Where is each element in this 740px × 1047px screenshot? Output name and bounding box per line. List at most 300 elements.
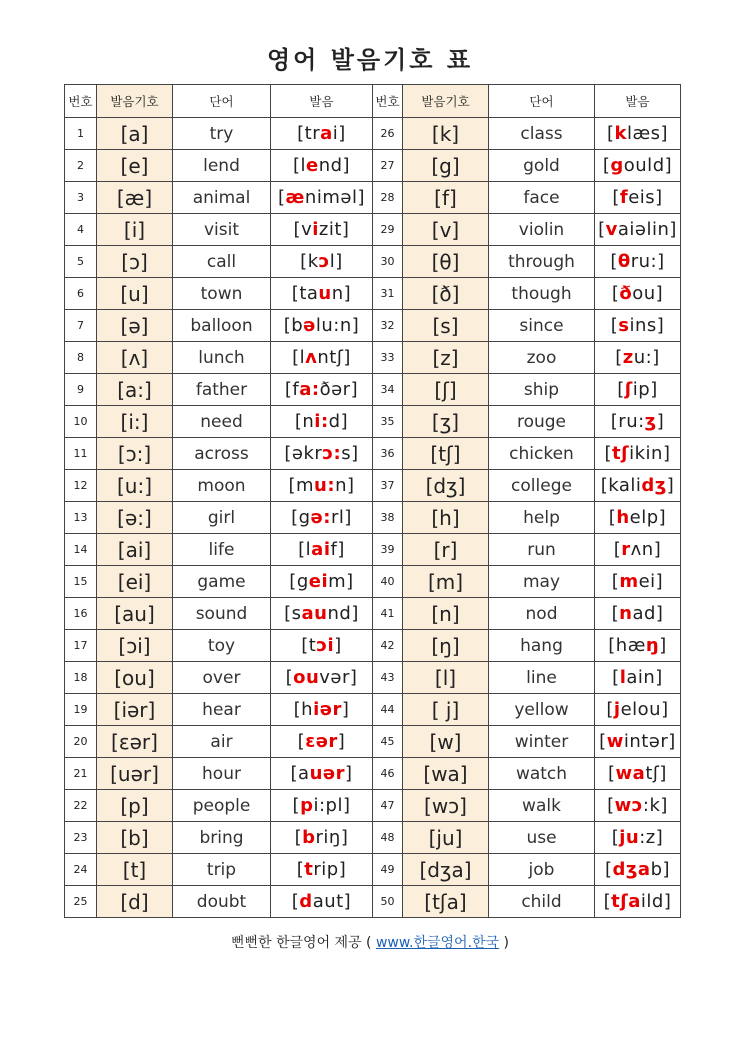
example-word: sound	[173, 598, 271, 630]
pronunciation-pre: [k	[300, 251, 319, 272]
pronunciation-pre: [	[297, 731, 306, 752]
pronunciation	[271, 758, 373, 790]
pronunciation-pre: [	[285, 667, 294, 688]
phonetic-symbol: [æ]	[97, 182, 173, 214]
phonetic-symbol: [v]	[403, 214, 489, 246]
example-word: face	[489, 182, 595, 214]
entry-number: 3	[65, 182, 97, 214]
example-word: walk	[489, 790, 595, 822]
phonetic-symbol: [ju]	[403, 822, 489, 854]
pronunciation-post: l]	[329, 251, 343, 272]
pronunciation-pre: [	[611, 283, 620, 304]
table-row	[65, 342, 681, 374]
header-pronunciation: 발음	[271, 85, 373, 118]
pronunciation-post: ðər]	[319, 379, 359, 400]
entry-number: 41	[373, 598, 403, 630]
phonetic-symbol: [ɔ]	[97, 246, 173, 278]
example-word: trip	[173, 854, 271, 886]
pronunciation-hl: u:	[314, 475, 336, 496]
pronunciation-pre: [əkr	[284, 443, 323, 464]
phonetic-symbol: [d]	[97, 886, 173, 918]
pronunciation-hl: ɔi	[316, 635, 335, 656]
pronunciation-hl: θ	[617, 251, 631, 272]
pronunciation-post: ould]	[623, 155, 673, 176]
phonetic-symbol: [ou]	[97, 662, 173, 694]
pronunciation-hl: ð	[619, 283, 633, 304]
pronunciation	[271, 406, 373, 438]
pronunciation	[271, 694, 373, 726]
entry-number: 40	[373, 566, 403, 598]
pronunciation-hl: r	[621, 539, 631, 560]
pronunciation-pre: [	[294, 827, 303, 848]
pronunciation-pre: [	[613, 539, 622, 560]
table-row	[65, 278, 681, 310]
entry-number: 30	[373, 246, 403, 278]
entry-number: 43	[373, 662, 403, 694]
pronunciation-pre: [	[606, 123, 615, 144]
pronunciation	[271, 214, 373, 246]
pronunciation-hl: f	[619, 187, 629, 208]
pronunciation	[595, 886, 681, 918]
pronunciation-post: lu:n]	[315, 315, 360, 336]
pronunciation	[595, 406, 681, 438]
table-row	[65, 118, 681, 150]
pronunciation	[595, 566, 681, 598]
header-number: 번호	[373, 85, 403, 118]
pronunciation-hl: ŋ	[645, 635, 660, 656]
phonetic-symbol: [a]	[97, 118, 173, 150]
pronunciation	[271, 630, 373, 662]
pronunciation	[271, 118, 373, 150]
entry-number: 49	[373, 854, 403, 886]
example-word: zoo	[489, 342, 595, 374]
example-word: line	[489, 662, 595, 694]
pronunciation-post: ]	[341, 699, 350, 720]
entry-number: 29	[373, 214, 403, 246]
pronunciation-hl: tʃ	[612, 443, 630, 464]
entry-number: 19	[65, 694, 97, 726]
pronunciation	[595, 374, 681, 406]
pronunciation	[271, 278, 373, 310]
phonetic-symbol: [p]	[97, 790, 173, 822]
phonetic-symbol: [i:]	[97, 406, 173, 438]
phonetic-symbol: [ð]	[403, 278, 489, 310]
pronunciation-hl: ei	[308, 571, 329, 592]
phonetic-symbol: [t]	[97, 854, 173, 886]
pronunciation-hl: d	[299, 891, 313, 912]
pronunciation	[271, 310, 373, 342]
pronunciation-post: ]	[659, 635, 667, 656]
pronunciation-pre: [	[603, 891, 612, 912]
phonetic-symbol: [uər]	[97, 758, 173, 790]
table-row	[65, 534, 681, 566]
pronunciation-pre: [n	[294, 411, 315, 432]
pronunciation	[271, 438, 373, 470]
entry-number: 48	[373, 822, 403, 854]
pronunciation	[595, 758, 681, 790]
phonetic-symbol: [u:]	[97, 470, 173, 502]
example-word: rouge	[489, 406, 595, 438]
example-word: college	[489, 470, 595, 502]
example-word: since	[489, 310, 595, 342]
pronunciation-pre: [m	[288, 475, 315, 496]
pronunciation-hl: i	[312, 219, 319, 240]
phonetic-symbol: [ai]	[97, 534, 173, 566]
phonetic-symbol: [h]	[403, 502, 489, 534]
pronunciation-hl: iər	[313, 699, 342, 720]
header-symbol: 발음기호	[97, 85, 173, 118]
example-word: through	[489, 246, 595, 278]
pronunciation-pre: [	[611, 603, 620, 624]
pronunciation	[595, 438, 681, 470]
pronunciation	[595, 630, 681, 662]
entry-number: 31	[373, 278, 403, 310]
entry-number: 22	[65, 790, 97, 822]
phonetic-symbol: [n]	[403, 598, 489, 630]
entry-number: 33	[373, 342, 403, 374]
pronunciation-post: ain]	[626, 667, 663, 688]
table-header-row	[65, 85, 681, 118]
pronunciation-post: :z]	[639, 827, 664, 848]
pronunciation-pre: [g	[291, 507, 311, 528]
pronunciation	[595, 182, 681, 214]
table-row	[65, 470, 681, 502]
pronunciation	[271, 854, 373, 886]
table-row	[65, 854, 681, 886]
example-word: visit	[173, 214, 271, 246]
header-symbol: 발음기호	[403, 85, 489, 118]
pronunciation-hl: u	[318, 283, 332, 304]
pronunciation-pre: [	[598, 219, 606, 240]
pronunciation-post: rip]	[313, 859, 347, 880]
pronunciation-hl: ou	[293, 667, 320, 688]
pronunciation-post: ad]	[632, 603, 664, 624]
table-row	[65, 694, 681, 726]
entry-number: 37	[373, 470, 403, 502]
pronunciation-pre: [h	[293, 699, 314, 720]
pronunciation-pre: [g	[289, 571, 309, 592]
example-word: though	[489, 278, 595, 310]
pronunciation-pre: [	[611, 827, 620, 848]
phonetic-symbol: [ŋ]	[403, 630, 489, 662]
phonetic-symbol: [ɔi]	[97, 630, 173, 662]
example-word: across	[173, 438, 271, 470]
example-word: run	[489, 534, 595, 566]
pronunciation-pre: [	[608, 507, 617, 528]
example-word: balloon	[173, 310, 271, 342]
table-row	[65, 630, 681, 662]
pronunciation-pre: [	[291, 891, 300, 912]
table-row	[65, 150, 681, 182]
pronunciation-pre: [	[602, 155, 611, 176]
pronunciation-pre: [	[610, 251, 618, 272]
pronunciation-hl: au	[301, 603, 328, 624]
pronunciation-post: niməl]	[304, 187, 365, 208]
table-row	[65, 214, 681, 246]
example-word: lunch	[173, 342, 271, 374]
example-word: moon	[173, 470, 271, 502]
pronunciation-hl: uər	[309, 763, 345, 784]
example-word: father	[173, 374, 271, 406]
table-row	[65, 246, 681, 278]
header-word: 단어	[173, 85, 271, 118]
pronunciation	[595, 598, 681, 630]
example-word: watch	[489, 758, 595, 790]
entry-number: 45	[373, 726, 403, 758]
pronunciation	[271, 886, 373, 918]
pronunciation-post: ]	[344, 763, 353, 784]
pronunciation-post: ikin]	[629, 443, 671, 464]
phonetic-symbol: [k]	[403, 118, 489, 150]
pronunciation-pre: [t	[301, 635, 317, 656]
pronunciation	[271, 342, 373, 374]
entry-number: 6	[65, 278, 97, 310]
pronunciation-pre: [	[617, 379, 625, 400]
entry-number: 39	[373, 534, 403, 566]
pronunciation-post: ]	[666, 475, 675, 496]
page-title: 영어 발음기호 표	[267, 46, 473, 74]
example-word: animal	[173, 182, 271, 214]
pronunciation-hl: ə	[303, 315, 316, 336]
header-word: 단어	[489, 85, 595, 118]
entry-number: 16	[65, 598, 97, 630]
pronunciation-post: n]	[335, 475, 355, 496]
pronunciation-pre: [	[615, 347, 623, 368]
example-word: chicken	[489, 438, 595, 470]
phonetic-symbol: [iər]	[97, 694, 173, 726]
pronunciation	[595, 822, 681, 854]
pronunciation-pre: [hæ	[608, 635, 646, 656]
footer-text: 뻔뻔한 한글영어 제공 (	[230, 935, 376, 951]
phonetic-symbol: [i]	[97, 214, 173, 246]
pronunciation	[595, 470, 681, 502]
phonetic-symbol: [ j]	[403, 694, 489, 726]
entry-number: 44	[373, 694, 403, 726]
pronunciation-post: elou]	[620, 699, 669, 720]
pronunciation-hl: p	[300, 795, 314, 816]
example-word: game	[173, 566, 271, 598]
phonetic-symbol: [z]	[403, 342, 489, 374]
pronunciation-post: ip]	[632, 379, 658, 400]
pronunciation-pre: [	[278, 187, 286, 208]
pronunciation	[595, 694, 681, 726]
pronunciation	[595, 214, 681, 246]
pronunciation-pre: [	[612, 667, 620, 688]
pronunciation-hl: dʒ	[641, 475, 667, 496]
table-row	[65, 598, 681, 630]
pronunciation	[595, 502, 681, 534]
footer-link[interactable]: www.한글영어.한국	[375, 935, 500, 951]
entry-number: 38	[373, 502, 403, 534]
pronunciation-hl: ʒ	[644, 411, 657, 432]
pronunciation-hl: ɔ:	[322, 443, 342, 464]
phonetic-symbol: [s]	[403, 310, 489, 342]
phonetic-symbol: [ʌ]	[97, 342, 173, 374]
phonetic-symbol: [m]	[403, 566, 489, 598]
phonetic-symbol: [au]	[97, 598, 173, 630]
pronunciation-hl: t	[304, 859, 314, 880]
table-row	[65, 406, 681, 438]
table-row	[65, 822, 681, 854]
pronunciation	[271, 566, 373, 598]
phonetic-symbol: [u]	[97, 278, 173, 310]
table-row	[65, 182, 681, 214]
pronunciation-pre: [v	[293, 219, 313, 240]
example-word: lend	[173, 150, 271, 182]
pronunciation	[595, 310, 681, 342]
pronunciation-post: nd]	[318, 155, 351, 176]
pronunciation-post: ntʃ]	[317, 347, 351, 368]
pronunciation-hl: b	[302, 827, 316, 848]
pronunciation-pre: [ta	[291, 283, 319, 304]
entry-number: 24	[65, 854, 97, 886]
table-row	[65, 566, 681, 598]
example-word: help	[489, 502, 595, 534]
pronunciation-post: u:]	[633, 347, 660, 368]
pronunciation-post: b]	[650, 859, 671, 880]
pronunciation-hl: s	[618, 315, 630, 336]
pronunciation-post: :k]	[642, 795, 668, 816]
pronunciation-hl: e	[305, 155, 319, 176]
pronunciation-pre: [	[604, 443, 613, 464]
entry-number: 18	[65, 662, 97, 694]
pronunciation	[595, 246, 681, 278]
example-word: job	[489, 854, 595, 886]
entry-number: 5	[65, 246, 97, 278]
entry-number: 11	[65, 438, 97, 470]
phonetic-symbol: [r]	[403, 534, 489, 566]
entry-number: 32	[373, 310, 403, 342]
pronunciation-hl: m	[619, 571, 639, 592]
pronunciation-pre: [	[604, 859, 613, 880]
table-row	[65, 374, 681, 406]
entry-number: 13	[65, 502, 97, 534]
pronunciation-hl: ʌ	[305, 347, 318, 368]
entry-number: 42	[373, 630, 403, 662]
entry-number: 28	[373, 182, 403, 214]
pronunciation	[595, 278, 681, 310]
pronunciation-pre: [	[606, 699, 614, 720]
footer-text-end: )	[499, 935, 510, 951]
pronunciation-hl: w	[606, 731, 624, 752]
pronunciation-post: i]	[332, 123, 346, 144]
entry-number: 47	[373, 790, 403, 822]
example-word: call	[173, 246, 271, 278]
pronunciation-pre: [tr	[297, 123, 321, 144]
pronunciation-pre: [l	[292, 155, 306, 176]
phonetic-symbol: [wa]	[403, 758, 489, 790]
entry-number: 23	[65, 822, 97, 854]
entry-number: 26	[373, 118, 403, 150]
pronunciation	[595, 150, 681, 182]
entry-number: 50	[373, 886, 403, 918]
phonetic-symbol: [a:]	[97, 374, 173, 406]
entry-number: 27	[373, 150, 403, 182]
pronunciation	[271, 182, 373, 214]
pronunciation-pre: [	[611, 571, 620, 592]
pronunciation-pre: [	[608, 763, 616, 784]
phonetic-symbol: [dʒa]	[403, 854, 489, 886]
phonetic-symbol: [ʃ]	[403, 374, 489, 406]
example-word: over	[173, 662, 271, 694]
example-word: gold	[489, 150, 595, 182]
pronunciation-hl: ai	[311, 539, 331, 560]
phonetic-symbol: [wɔ]	[403, 790, 489, 822]
pronunciation	[271, 726, 373, 758]
pronunciation-post: d]	[328, 411, 349, 432]
pronunciation-post: elp]	[629, 507, 667, 528]
pronunciation-pre: [ru:	[610, 411, 645, 432]
entry-number: 35	[373, 406, 403, 438]
example-word: air	[173, 726, 271, 758]
pronunciation-post: intər]	[623, 731, 676, 752]
entry-number: 8	[65, 342, 97, 374]
footer-credit	[0, 932, 740, 952]
table-row	[65, 310, 681, 342]
pronunciation-pre: [	[607, 795, 615, 816]
pronunciation	[271, 502, 373, 534]
pronunciation	[271, 598, 373, 630]
pronunciation-hl: ju	[619, 827, 640, 848]
pronunciation-post: zit]	[318, 219, 350, 240]
entry-number: 25	[65, 886, 97, 918]
example-word: winter	[489, 726, 595, 758]
table-row	[65, 662, 681, 694]
example-word: people	[173, 790, 271, 822]
table-row	[65, 726, 681, 758]
example-word: nod	[489, 598, 595, 630]
entry-number: 2	[65, 150, 97, 182]
pronunciation-post: aut]	[312, 891, 352, 912]
pronunciation-hl: z	[622, 347, 634, 368]
example-word: doubt	[173, 886, 271, 918]
pronunciation	[595, 662, 681, 694]
pronunciation	[595, 534, 681, 566]
pronunciation-post: ]	[656, 411, 665, 432]
pronunciation-pre: [a	[290, 763, 310, 784]
phonetic-symbol: [l]	[403, 662, 489, 694]
pronunciation-post: ]	[337, 731, 346, 752]
pronunciation-post: riŋ]	[315, 827, 349, 848]
entry-number: 14	[65, 534, 97, 566]
pronunciation-hl: ə:	[310, 507, 331, 528]
entry-number: 17	[65, 630, 97, 662]
pronunciation-hl: j	[613, 699, 621, 720]
pronunciation-pre: [l	[298, 539, 312, 560]
phonetic-symbol: [εər]	[97, 726, 173, 758]
pronunciation-post: f]	[330, 539, 345, 560]
table-row	[65, 502, 681, 534]
pronunciation-hl: tʃa	[611, 891, 641, 912]
pronunciation-hl: v	[605, 219, 618, 240]
pronunciation-post: tʃ]	[645, 763, 667, 784]
header-number: 번호	[65, 85, 97, 118]
pronunciation-pre: [	[610, 315, 619, 336]
pronunciation-post: nd]	[327, 603, 359, 624]
pronunciation-hl: g	[610, 155, 624, 176]
entry-number: 34	[373, 374, 403, 406]
phonetic-symbol: [w]	[403, 726, 489, 758]
pronunciation-post: eis]	[628, 187, 663, 208]
pronunciation-pre: [b	[283, 315, 304, 336]
phonetic-symbol: [θ]	[403, 246, 489, 278]
pronunciation-pre: [kali	[600, 475, 642, 496]
example-word: bring	[173, 822, 271, 854]
example-word: violin	[489, 214, 595, 246]
table-row	[65, 886, 681, 918]
pronunciation	[595, 790, 681, 822]
example-word: use	[489, 822, 595, 854]
